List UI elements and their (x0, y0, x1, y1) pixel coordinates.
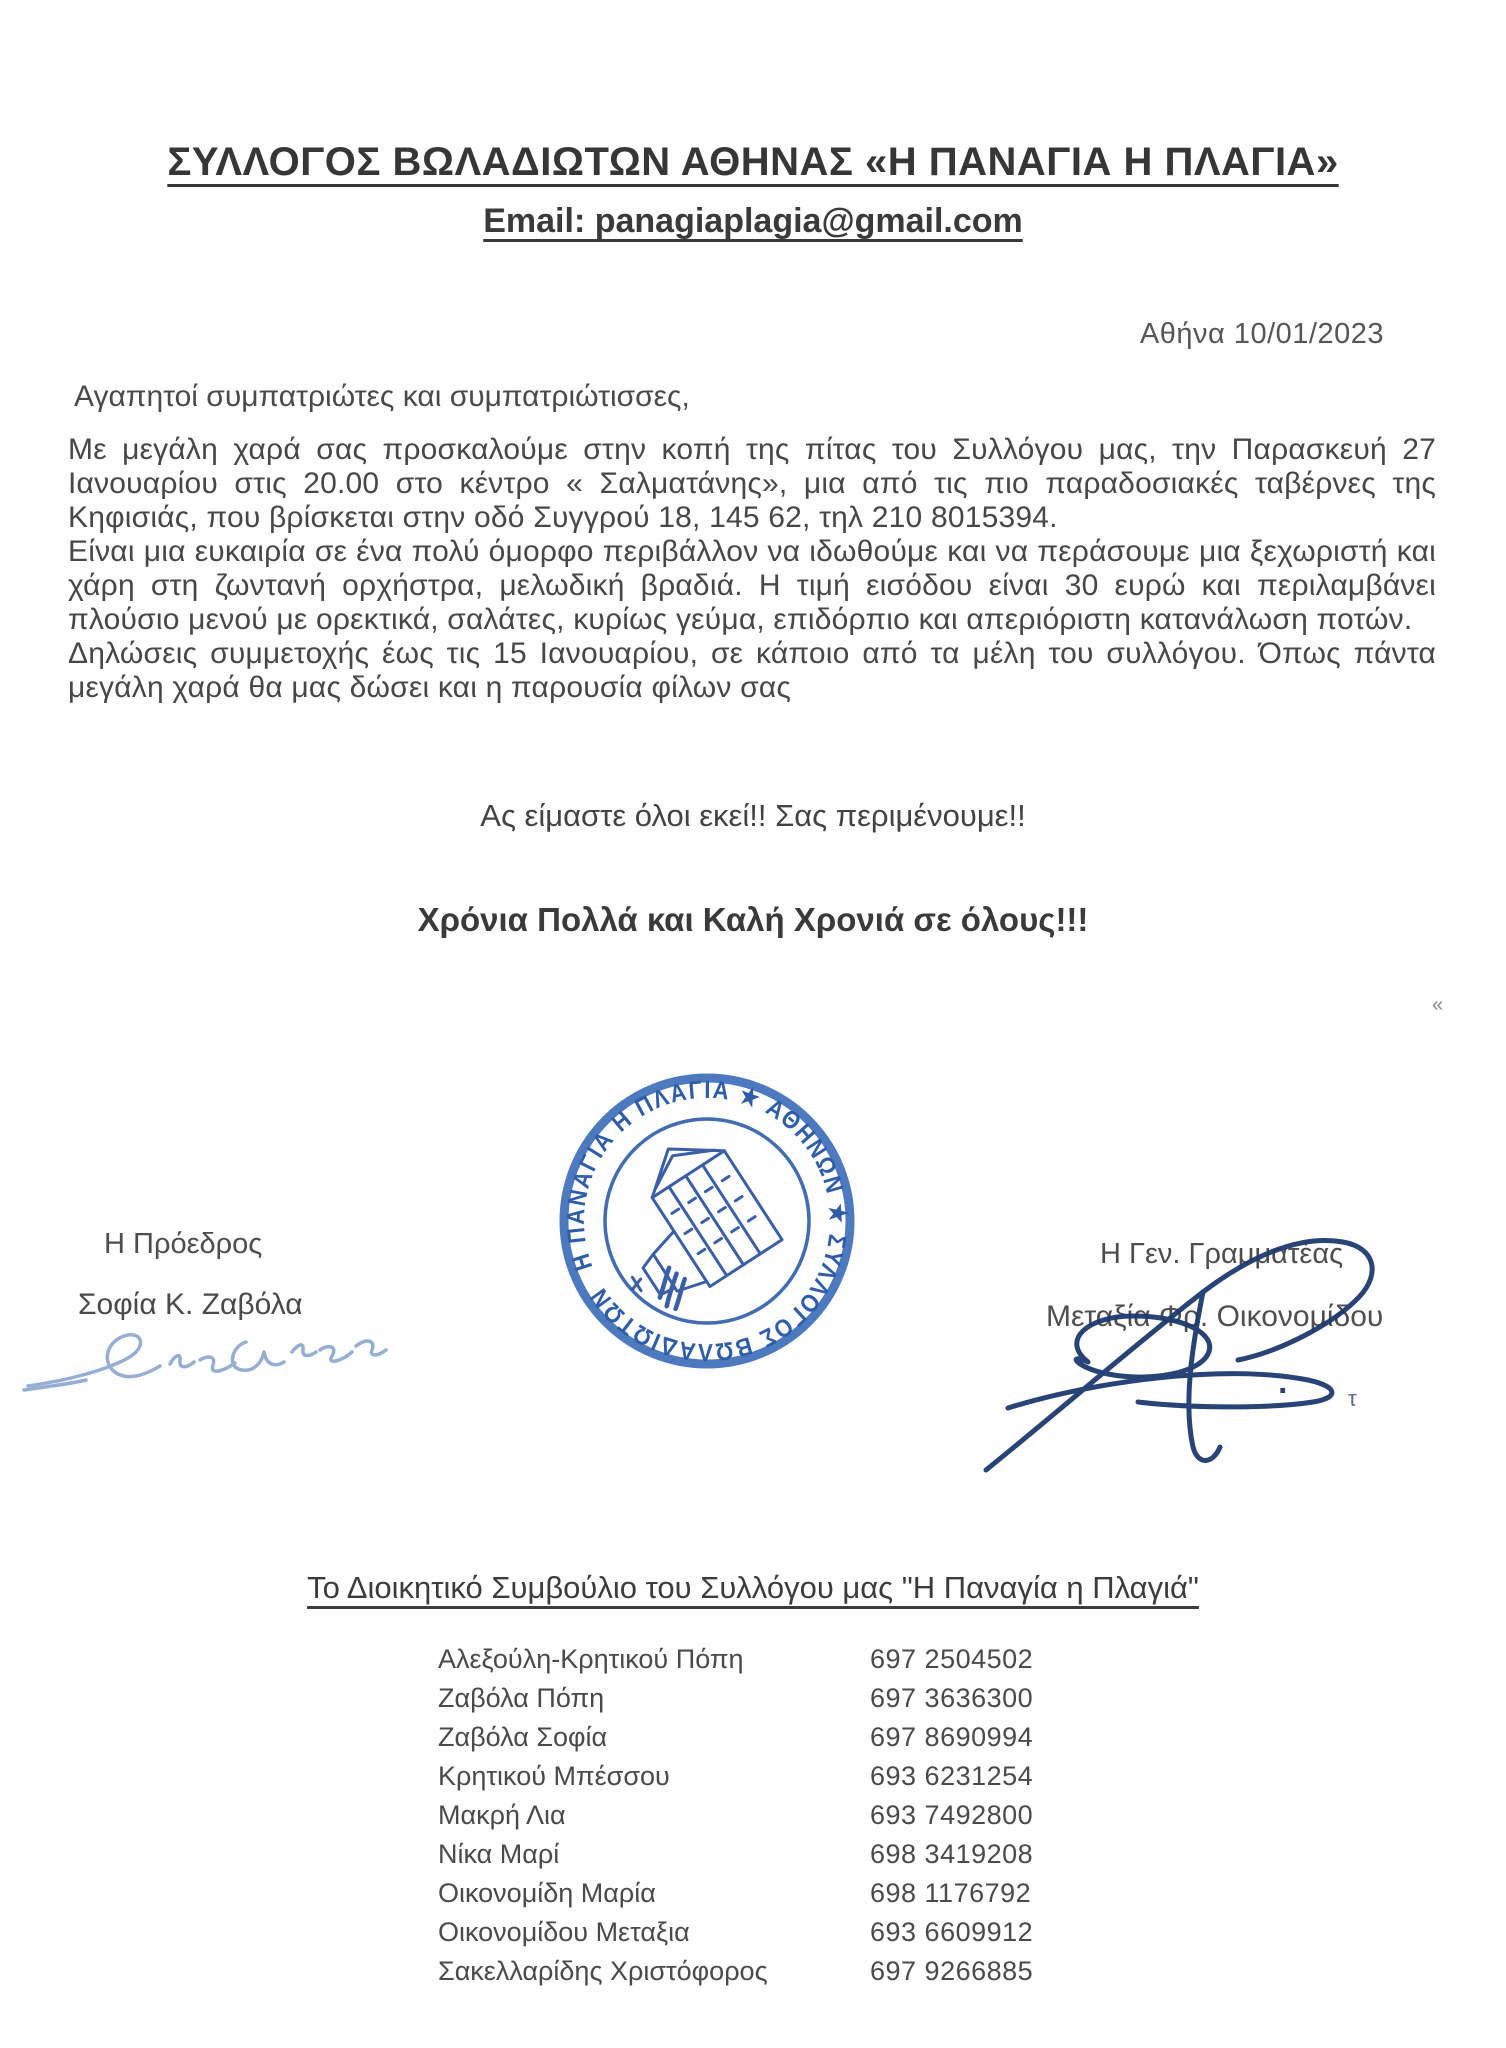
board-member-name: Σακελλαρίδης Χριστόφορος (438, 1956, 768, 1986)
president-name: Σοφία Κ. Ζαβόλα (78, 1288, 303, 1321)
wishes-line: Χρόνια Πολλά και Καλή Χρονιά σε όλους!!! (417, 901, 1089, 938)
board-member-phone: 697 3636300 (870, 1683, 1034, 1713)
secretary-name: Μεταξία Φρ. Οικονομίδου (1046, 1300, 1384, 1333)
president-role-label: Η Πρόεδρος (104, 1228, 263, 1260)
board-member-name: Ζαβόλα Πόπη (438, 1683, 605, 1713)
paragraph-rsvp: Δηλώσεις συμμετοχής έως τις 15 Ιανουαρίου, σε κάποιο από τα μέλη του συλλόγου. Όπως πάντα μεγάλη χαρά θα μας δώσει και η παρουσία φίλων σας (68, 637, 1436, 704)
board-member-name: Μακρή Λια (438, 1800, 566, 1830)
board-member-row (438, 1683, 1033, 1722)
board-member-phone: 693 6609912 (870, 1917, 1034, 1947)
board-member-phone: 697 2504502 (870, 1644, 1034, 1674)
board-member-row (438, 1956, 1033, 1995)
board-member-phone: 693 6231254 (870, 1761, 1034, 1791)
paragraph-details: Είναι μια ευκαιρία σε ένα πολύ όμορφο περιβάλλον να ιδωθούμε και να περάσουμε μια ξεχωριστή και χάρη στη ζωντανή ορχήστρα, μελωδική βραδιά. Η τιμή εισόδου είναι 30 ευρώ και περιλαμβάνει πλούσιο μενού με ορεκτικά, σαλάτες, κυρίως γεύμα, επιδόρπιο και απεριόριστη κατανάλωση ποτών. (68, 535, 1436, 636)
board-member-phone: 698 3419208 (870, 1839, 1034, 1869)
board-member-row (438, 1644, 1033, 1683)
pen-dot-artifact: · (1278, 1372, 1290, 1410)
salutation: Αγαπητοί συμπατριώτες και συμπατριώτισσες, (74, 380, 690, 413)
board-member-name: Οικονομίδου Μεταξια (438, 1917, 690, 1947)
board-member-row (438, 1839, 1033, 1878)
board-member-row (438, 1722, 1033, 1761)
board-member-name: Ζαβόλα Σοφία (438, 1722, 608, 1752)
board-member-phone: 693 7492800 (870, 1800, 1034, 1830)
board-member-row (438, 1878, 1033, 1917)
board-member-name: Οικονομίδη Μαρία (438, 1878, 656, 1908)
board-member-phone: 697 9266885 (870, 1956, 1034, 1986)
association-title: ΣΥΛΛΟΓΟΣ ΒΩΛΑΔΙΩΤΩΝ ΑΘΗΝΑΣ «Η ΠΑΝΑΓΙΑ Η ΠΛΑΓΙΑ» (167, 140, 1339, 184)
scan-artifact-mark: « (1432, 994, 1444, 1016)
board-member-name: Κρητικού Μπέσσου (438, 1761, 670, 1791)
board-heading: Το Διοικητικό Συμβούλιο του Συλλόγου μας "Η Παναγία η Πλαγιά" (307, 1570, 1199, 1605)
pen-stroke-artifact: τ (1348, 1386, 1357, 1411)
secretary-signature (968, 1212, 1468, 1482)
paragraph-invitation: Με μεγάλη χαρά σας προσκαλούμε στην κοπή της πίτας του Συλλόγου μας, την Παρασκευή 27 Ιανουαρίου στις 20.00 στο κέντρο « Σαλματάνης», μια από τις πιο παραδοσιακές ταβέρνες της Κηφισιάς, που βρίσκεται στην οδό Συγγρού 18, 145 62, τηλ 210 8015394. (68, 433, 1436, 534)
secretary-role-label: Η Γεν. Γραμματέας (1100, 1238, 1344, 1270)
board-member-phone: 698 1176792 (870, 1878, 1032, 1908)
president-signature (20, 1300, 400, 1430)
association-stamp-icon (556, 1066, 858, 1376)
stamp-ring-text: Η ΠΑΝΑΓΙΑ Η ΠΛΑΓΙΑ ★ ΑΘΗΝΩΝ ★ ΣΥΛΛΟΓΟΣ ΒΩΛΑΔΙΩΤΩΝ (561, 1075, 853, 1367)
invite-line: Ας είμαστε όλοι εκεί!! Σας περιμένουμε!! (480, 798, 1026, 833)
board-member-row (438, 1761, 1033, 1800)
board-member-name: Νίκα Μαρί (438, 1839, 560, 1869)
date-line: Αθήνα 10/01/2023 (1139, 318, 1384, 350)
board-member-name: Αλεξούλη-Κρητικού Πόπη (438, 1644, 744, 1674)
board-member-row (438, 1917, 1033, 1956)
board-member-phone: 697 8690994 (870, 1722, 1034, 1752)
email-line: Email: panagiaplagia@gmail.com (483, 202, 1023, 240)
board-member-row (438, 1800, 1033, 1839)
board-member-list (438, 1644, 1033, 1995)
letter-body (68, 433, 1436, 705)
